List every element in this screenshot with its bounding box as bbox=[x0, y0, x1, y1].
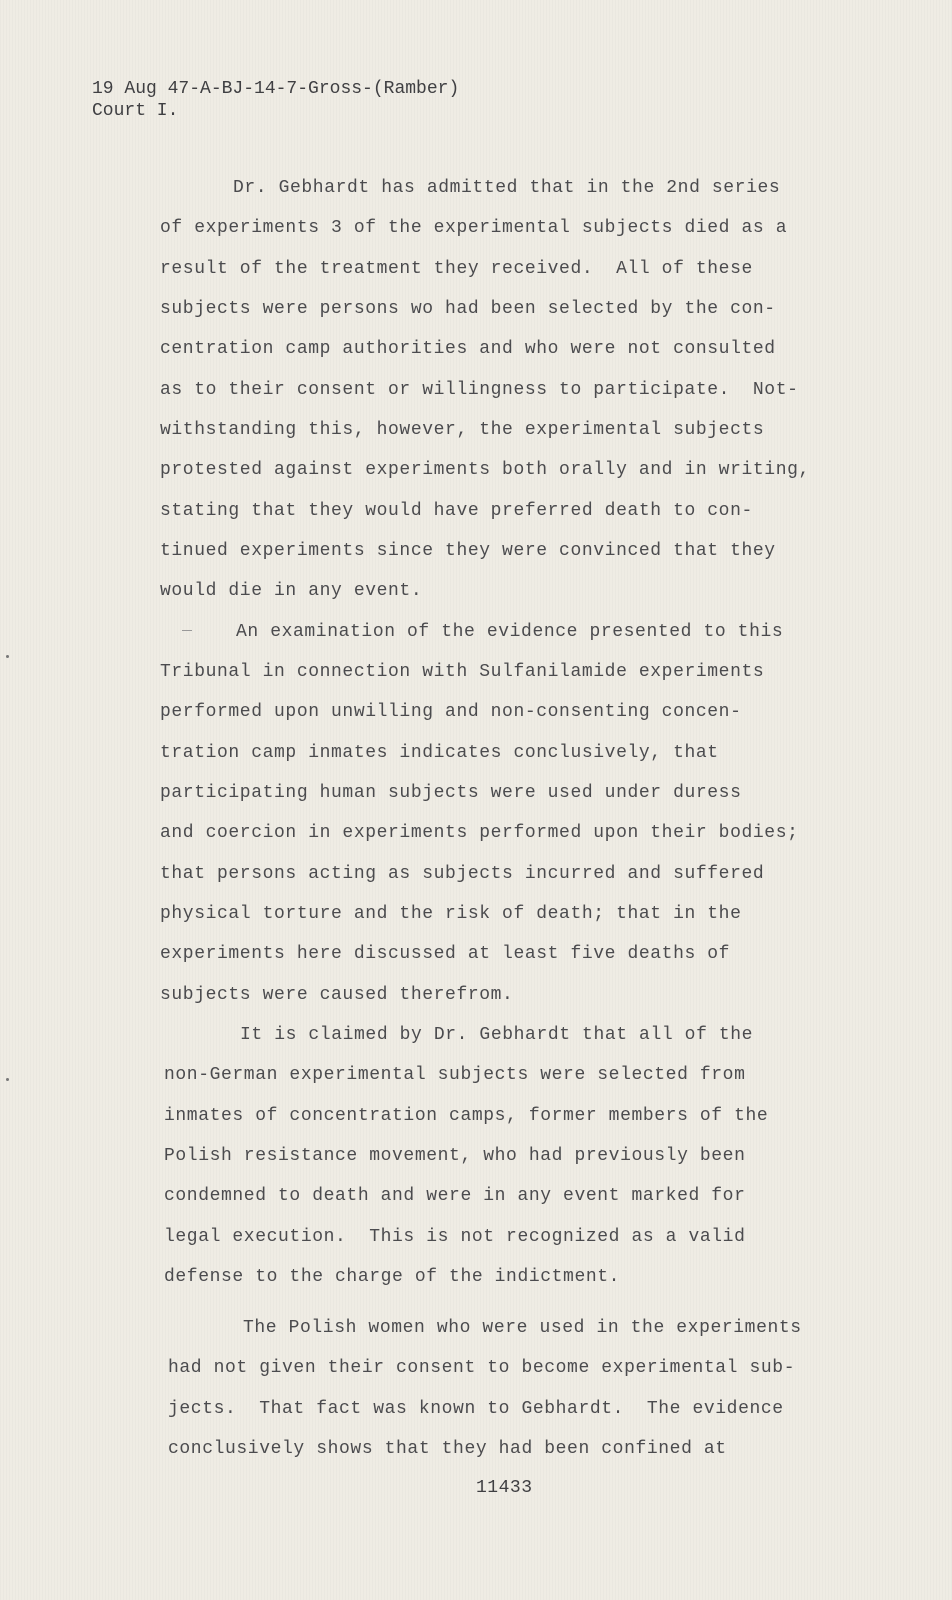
body-line: and coercion in experiments performed upon their bodies; bbox=[160, 823, 799, 843]
margin-mark bbox=[6, 655, 9, 658]
margin-mark bbox=[6, 1078, 9, 1081]
stray-mark bbox=[182, 630, 192, 631]
body-line: subjects were caused therefrom. bbox=[160, 985, 514, 1005]
body-line: result of the treatment they received. All of these bbox=[160, 259, 753, 279]
body-line: inmates of concentration camps, former members of the bbox=[164, 1106, 769, 1126]
body-line: performed upon unwilling and non-consenting concen- bbox=[160, 702, 742, 722]
body-line: that persons acting as subjects incurred and suffered bbox=[160, 864, 765, 884]
header-reference: 19 Aug 47-A-BJ-14-7-Gross-(Ramber) bbox=[92, 79, 460, 99]
body-line: condemned to death and were in any event marked for bbox=[164, 1186, 746, 1206]
body-line: would die in any event. bbox=[160, 581, 423, 601]
body-line: participating human subjects were used under duress bbox=[160, 783, 742, 803]
body-line: An examination of the evidence presented to this bbox=[236, 622, 784, 642]
body-line: experiments here discussed at least five deaths of bbox=[160, 944, 731, 964]
page-number: 11433 bbox=[476, 1478, 533, 1498]
body-line: withstanding this, however, the experimental subjects bbox=[160, 420, 765, 440]
body-line: had not given their consent to become experimental sub- bbox=[168, 1358, 796, 1378]
body-line: Polish resistance movement, who had previously been bbox=[164, 1146, 746, 1166]
body-line: protested against experiments both orally and in writing, bbox=[160, 460, 810, 480]
body-line: Tribunal in connection with Sulfanilamide experiments bbox=[160, 662, 765, 682]
body-line: stating that they would have preferred death to con- bbox=[160, 501, 753, 521]
body-line: Dr. Gebhardt has admitted that in the 2nd series bbox=[233, 178, 781, 198]
header-court: Court I. bbox=[92, 101, 179, 121]
body-line: defense to the charge of the indictment. bbox=[164, 1267, 621, 1287]
body-line: physical torture and the risk of death; that in the bbox=[160, 904, 742, 924]
body-line: subjects were persons wo had been selected by the con- bbox=[160, 299, 776, 319]
body-line: centration camp authorities and who were not consulted bbox=[160, 339, 776, 359]
body-line: The Polish women who were used in the experiments bbox=[243, 1318, 802, 1338]
body-line: as to their consent or willingness to participate. Not- bbox=[160, 380, 799, 400]
body-line: conclusively shows that they had been confined at bbox=[168, 1439, 727, 1459]
document-header bbox=[92, 78, 459, 122]
body-line: of experiments 3 of the experimental subjects died as a bbox=[160, 218, 788, 238]
body-line: jects. That fact was known to Gebhardt. The evidence bbox=[168, 1399, 784, 1419]
body-line: It is claimed by Dr. Gebhardt that all of the bbox=[240, 1025, 754, 1045]
body-line: tinued experiments since they were convinced that they bbox=[160, 541, 776, 561]
body-line: non-German experimental subjects were selected from bbox=[164, 1065, 746, 1085]
body-line: legal execution. This is not recognized as a valid bbox=[164, 1227, 746, 1247]
body-line: tration camp inmates indicates conclusively, that bbox=[160, 743, 719, 763]
